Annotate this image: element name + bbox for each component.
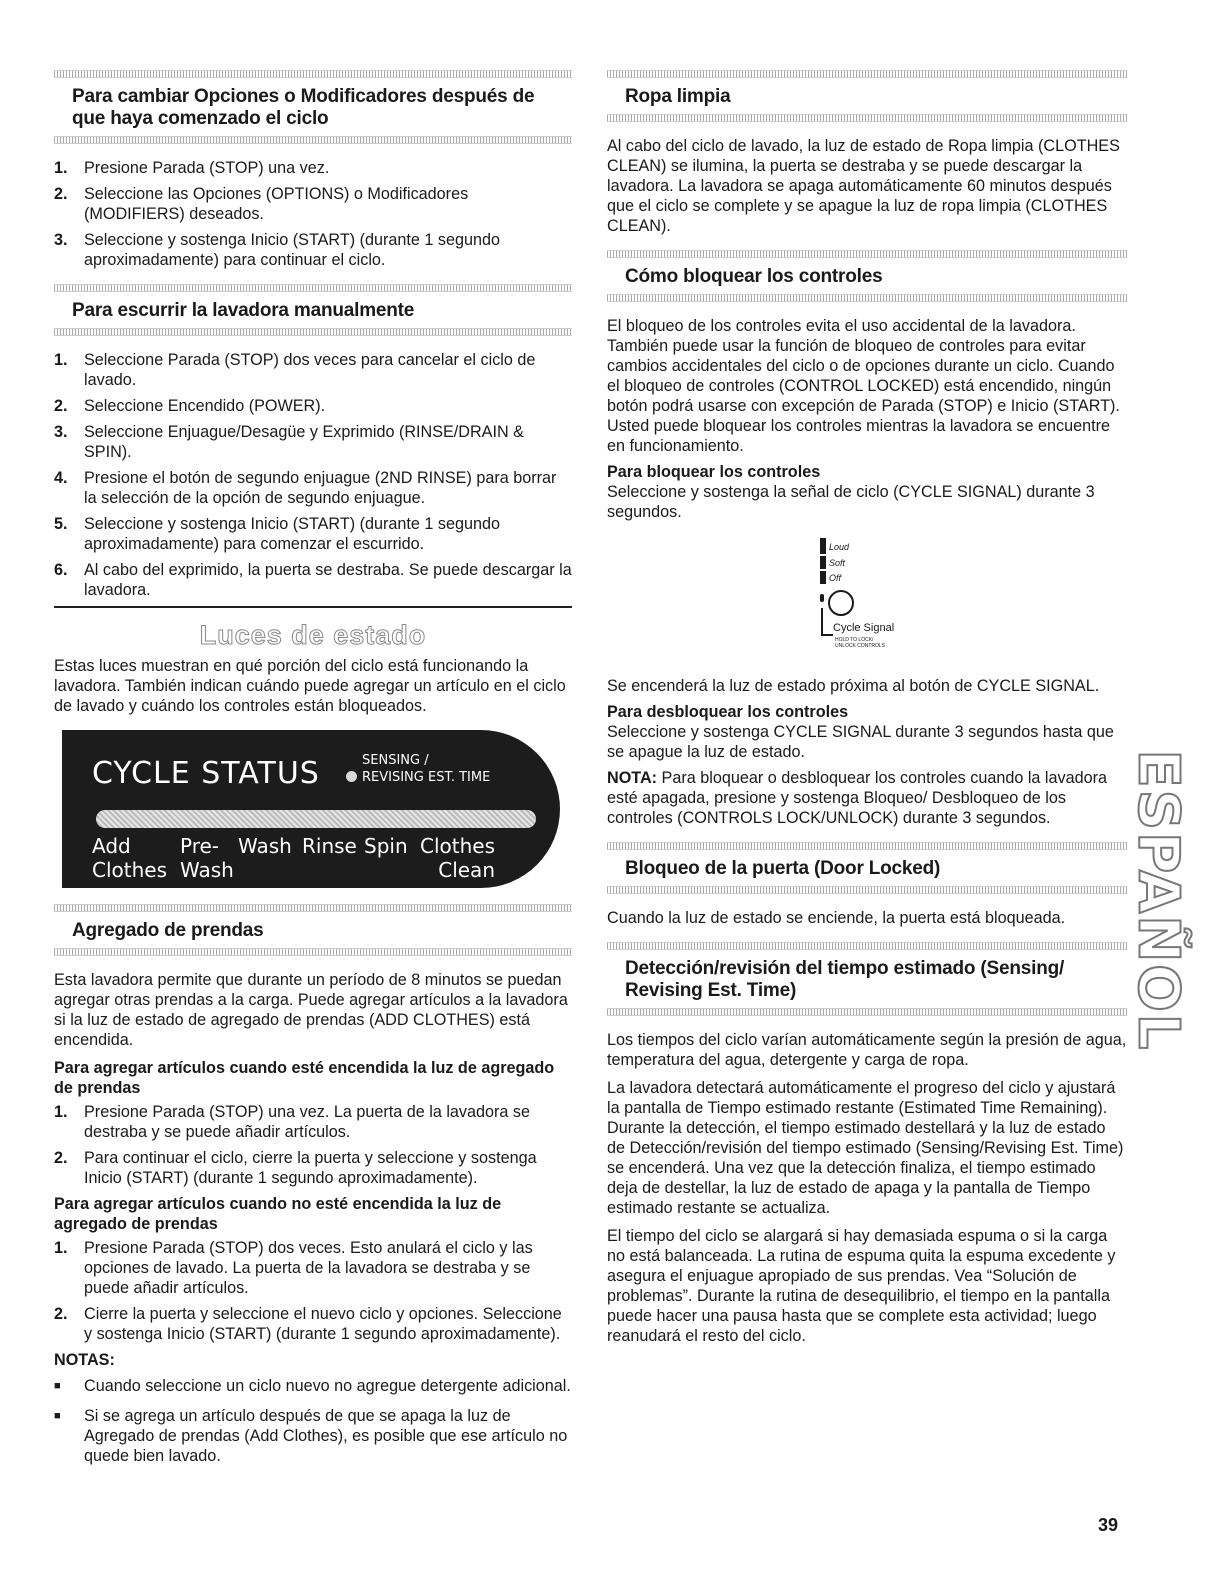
sensing-light-icon <box>346 771 357 782</box>
page-number: 39 <box>1098 1515 1119 1535</box>
section-title-ropa-limpia: Ropa limpia <box>625 86 731 107</box>
agregado-intro: Esta lavadora permite que durante un período de 8 minutos se puedan agregar otras prendas a la carga. Puede agregar artículos a la lavadora si la luz de estado de agregado de prendas (ADD CLOTHES) está encendida. <box>54 971 568 1049</box>
section-divider <box>54 948 572 956</box>
status-label-prewash: Pre- Wash <box>180 834 234 882</box>
bullet-icon: ■ <box>54 1410 61 1422</box>
cycle-status-title: CYCLE STATUS <box>92 756 320 791</box>
section-rule <box>54 606 572 608</box>
list-item: 3. Seleccione Enjuague/Desagüe y Exprimido (RINSE/DRAIN & SPIN). <box>54 423 524 461</box>
section-divider <box>607 114 1127 122</box>
luces-intro: Estas luces muestran en qué porción del ciclo está funcionando la lavadora. También indican cuándo puede agregar un artículo en el ciclo de lavado y cuándo los controles están bloqueados. <box>54 657 566 715</box>
notes-list <box>54 1376 572 1466</box>
list-item: ■ Cuando seleccione un ciclo nuevo no agregue detergente adicional. <box>54 1377 571 1395</box>
steps-escurrir <box>54 350 572 600</box>
section-divider <box>607 70 1127 78</box>
right-column <box>607 70 1127 1346</box>
steps-encendida <box>54 1102 572 1188</box>
after-signal-text: Se encenderá la luz de estado próxima al botón de CYCLE SIGNAL. <box>607 677 1100 695</box>
steps-cambiar-opciones <box>54 158 572 270</box>
steps-no-encendida <box>54 1238 572 1344</box>
nota-paragraph: NOTA: Para bloquear o desbloquear los controles cuando la lavadora esté apagada, presione y sostenga Bloqueo/ Desbloqueo de los controles (CONTROLS LOCK/UNLOCK) durante 3 segundos. <box>607 769 1108 827</box>
bloquear-text: El bloqueo de los controles evita el uso accidental de la lavadora. También puede usar la función de bloqueo de controles para evitar cambios accidentales del ciclo o de opciones durante un ciclo. Cuando el bloqueo de controles (CONTROL LOCKED) está encendido, ningún botón podrá usarse con excepción de Parada (STOP) e Inicio (START). Usted puede bloquear los controles mientras la lavadora se encuentre en funcionamiento. <box>607 317 1120 455</box>
list-item: 1. Presione Parada (STOP) una vez. <box>54 159 330 177</box>
hold-to-lock-label: HOLD TO LOCK/ UNLOCK CONTROLS <box>835 637 886 649</box>
section-title-deteccion: Detección/revisión del tiempo estimado (Sensing/ Revising Est. Time) <box>625 958 1065 1001</box>
list-item: 2. Cierre la puerta y seleccione el nuevo ciclo y opciones. Seleccione y sostenga Inicio (START) (durante 1 segundo aproximadamente). <box>54 1305 562 1343</box>
signal-indicator-icon <box>820 594 824 602</box>
section-divider <box>54 904 572 912</box>
sensing-label: SENSING / REVISING EST. TIME <box>362 753 491 785</box>
status-label-wash: Wash <box>238 834 292 858</box>
ropa-limpia-text: Al cabo del ciclo de lavado, la luz de estado de Ropa limpia (CLOTHES CLEAN) se ilumina, la puerta se destraba y se puede descargar la lavadora. La lavadora se apaga automáticamente 60 minutos después que el ciclo se complete y se apague la luz de ropa limpia (CLOTHES CLEAN). <box>607 137 1120 235</box>
bloquear-instructions: Seleccione y sostenga la señal de ciclo (CYCLE SIGNAL) durante 3 segundos. <box>607 483 1095 521</box>
subheading-encendida: Para agregar artículos cuando esté encendida la luz de agregado de prendas <box>54 1059 555 1097</box>
luces-de-estado-heading: Luces de estado <box>199 620 427 650</box>
list-item: 2. Seleccione las Opciones (OPTIONS) o Modificadores (MODIFIERS) deseados. <box>54 185 469 223</box>
list-item: 6. Al cabo del exprimido, la puerta se destraba. Se puede descargar la lavadora. <box>54 561 572 599</box>
deteccion-p3: El tiempo del ciclo se alargará si hay demasiada espuma o si la carga no está balanceada. La rutina de espuma quita la espuma excedente y asegura el enjuague apropiado de sus prendas. Vea “Solución de problemas”. Durante la rutina de desequilibrio, el tiempo en la pantalla puede hacer una pausa hasta que se complete esta actividad; luego reanudará el resto del ciclo. <box>607 1227 1116 1345</box>
cycle-signal-label: Cycle Signal <box>833 622 895 634</box>
section-title-bloquear: Cómo bloquear los controles <box>625 266 883 287</box>
subheading-no-encendida: Para agregar artículos cuando no esté encendida la luz de agregado de prendas <box>54 1195 502 1233</box>
section-title-escurrir: Para escurrir la lavadora manualmente <box>72 300 415 321</box>
list-item: 4. Presione el botón de segundo enjuague (2ND RINSE) para borrar la selección de la opción de segundo enjuague. <box>54 469 557 507</box>
cycle-status-panel <box>62 730 560 888</box>
loud-label: Loud <box>829 542 850 552</box>
section-divider <box>607 1008 1127 1016</box>
list-item: 5. Seleccione y sostenga Inicio (START) (durante 1 segundo aproximadamente) para comenzar el escurrido. <box>54 515 501 553</box>
section-divider <box>607 942 1127 950</box>
left-column <box>54 70 572 1476</box>
soft-label: Soft <box>829 558 846 568</box>
deteccion-p2: La lavadora detectará automáticamente el progreso del ciclo y ajustará la pantalla de Tiempo estimado restante (Estimated Time Remaining). Durante la detección, el tiempo estimado destellará y la luz de estado de Detección/revisión del tiempo estimado (Sensing/Revising Est. Time) se encenderá. Una vez que la detección finaliza, el tiempo estimado deja de destellar, la luz de estado de apaga y la pantalla de Tiempo estimado restante se actualiza. <box>607 1079 1124 1217</box>
list-item: 2. Para continuar el ciclo, cierre la puerta y seleccione y sostenga Inicio (START) (durante 1 segundo aproximadamente). <box>54 1149 537 1187</box>
list-item: 1. Presione Parada (STOP) dos veces. Esto anulará el ciclo y las opciones de lavado. La puerta de la lavadora se destraba y se puede añadir artículos. <box>54 1239 533 1297</box>
list-item: 1. Seleccione Parada (STOP) dos veces para cancelar el ciclo de lavado. <box>54 351 536 389</box>
list-item: 2. Seleccione Encendido (POWER). <box>54 397 326 415</box>
off-level-icon <box>820 571 826 584</box>
subheading-bloquear: Para bloquear los controles <box>607 463 821 481</box>
status-label-rinse: Rinse <box>302 834 357 858</box>
section-divider <box>54 70 572 78</box>
deteccion-p1: Los tiempos del ciclo varían automáticamente según la presión de agua, temperatura del agua, detergente y carga de ropa. <box>607 1031 1127 1069</box>
list-item: ■ Si se agrega un artículo después de que se apaga la luz de Agregado de prendas (Add Clothes), es posible que ese artículo no quede bien lavado. <box>54 1407 568 1465</box>
off-label: Off <box>829 573 842 583</box>
status-label-add-clothes: Add Clothes <box>92 834 167 882</box>
status-light-bar <box>96 810 536 828</box>
soft-level-icon <box>820 556 826 569</box>
section-divider <box>607 294 1127 302</box>
subheading-desbloquear: Para desbloquear los controles <box>607 703 849 721</box>
notes-title: NOTAS: <box>54 1351 115 1369</box>
section-title-puerta: Bloqueo de la puerta (Door Locked) <box>625 858 941 879</box>
cycle-signal-button-icon <box>828 590 854 616</box>
section-divider <box>54 136 572 144</box>
status-label-clothes-clean: Clothes Clean <box>420 834 495 882</box>
section-title-cambiar-opciones: Para cambiar Opciones o Modificadores después de que haya comenzado el ciclo <box>72 86 535 129</box>
desbloquear-text: Seleccione y sostenga CYCLE SIGNAL durante 3 segundos hasta que se apague la luz de estado. <box>607 723 1114 761</box>
section-divider <box>607 250 1127 258</box>
bullet-icon: ■ <box>54 1380 61 1392</box>
section-title-agregado: Agregado de prendas <box>72 920 264 941</box>
section-divider <box>54 284 572 292</box>
cycle-signal-graphic <box>607 528 1127 668</box>
language-side-tab: ESPAÑOL <box>1125 749 1191 1051</box>
list-item: 1. Presione Parada (STOP) una vez. La puerta de la lavadora se destraba y se puede añadir artículos. <box>54 1103 531 1141</box>
section-divider <box>607 842 1127 850</box>
loud-level-icon <box>820 538 826 554</box>
puerta-text: Cuando la luz de estado se enciende, la puerta está bloqueada. <box>607 909 1066 927</box>
status-label-spin: Spin <box>364 834 408 858</box>
list-item: 3. Seleccione y sostenga Inicio (START) (durante 1 segundo aproximadamente) para continuar el ciclo. <box>54 231 501 269</box>
section-divider <box>607 886 1127 894</box>
section-divider <box>54 328 572 336</box>
